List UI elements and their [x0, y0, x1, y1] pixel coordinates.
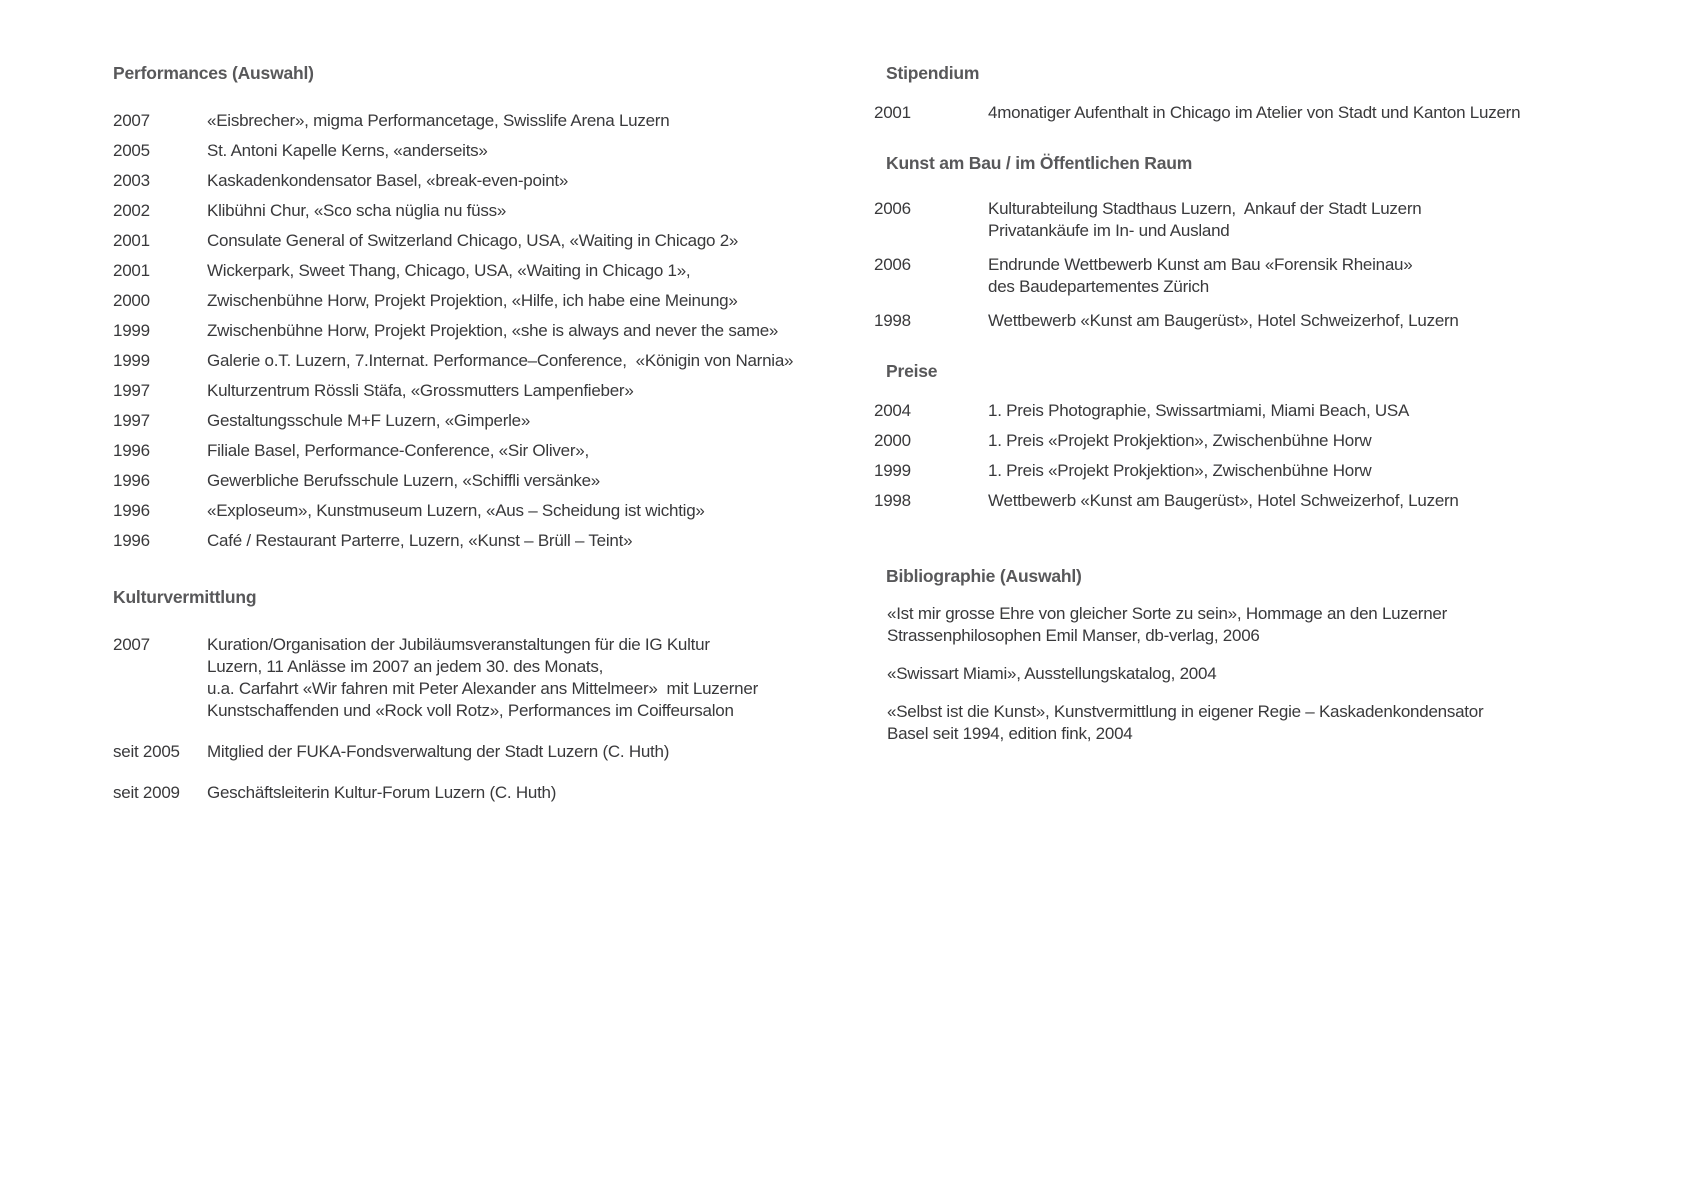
- description-line: Zwischenbühne Horw, Projekt Projektion, «she is always and never the same»: [207, 321, 779, 340]
- row-year-label: 2003: [113, 171, 150, 190]
- row-description: [207, 782, 858, 804]
- row-year-label: 1996: [113, 531, 150, 550]
- cv-row: [874, 254, 1669, 298]
- cv-row: [874, 310, 1669, 332]
- section-preise: [874, 360, 1669, 512]
- description-line: «Exploseum», Kunstmuseum Luzern, «Aus – Scheidung ist wichtig»: [207, 501, 705, 520]
- row-description: [207, 260, 858, 282]
- description-line: Klibühni Chur, «Sco scha nüglia nu füss»: [207, 201, 507, 220]
- description-line: 1. Preis «Projekt Prokjektion», Zwischenbühne Horw: [988, 461, 1372, 480]
- row-description: [207, 350, 858, 372]
- row-description: [207, 170, 858, 192]
- cv-row: [113, 634, 858, 722]
- cv-row: [874, 400, 1669, 422]
- paragraph-line: Basel seit 1994, edition fink, 2004: [887, 724, 1133, 743]
- row-year-label: 1996: [113, 471, 150, 490]
- description-line: Wettbewerb «Kunst am Baugerüst», Hotel Schweizerhof, Luzern: [988, 491, 1459, 510]
- description-line: 1. Preis Photographie, Swissartmiami, Miami Beach, USA: [988, 401, 1410, 420]
- section-heading: Performances (Auswahl): [113, 63, 314, 83]
- section-stipendium: [874, 62, 1669, 124]
- description-line: Kulturzentrum Rössli Stäfa, «Grossmutters Lampenfieber»: [207, 381, 634, 400]
- section-kulturvermittlung: [113, 586, 858, 804]
- row-year-label: 1999: [874, 461, 911, 480]
- description-line: Endrunde Wettbewerb Kunst am Bau «Forensik Rheinau»: [988, 255, 1413, 274]
- section-bibliographie-auswahl: [874, 565, 1669, 745]
- cv-row: [874, 490, 1669, 512]
- cv-row: [113, 380, 858, 402]
- row-description: [207, 200, 858, 222]
- section-heading: Preise: [886, 361, 938, 381]
- bibliography-paragraph: [887, 663, 1669, 685]
- section-heading: Kunst am Bau / im Öffentlichen Raum: [886, 153, 1193, 173]
- cv-row: [113, 260, 858, 282]
- paragraph-line: «Swissart Miami», Ausstellungskatalog, 2004: [887, 664, 1217, 683]
- row-year-label: 1996: [113, 501, 150, 520]
- section-performances-auswahl: [113, 62, 858, 552]
- left-column: [113, 62, 858, 823]
- cv-row: [874, 430, 1669, 452]
- description-line: Kaskadenkondensator Basel, «break-even-point»: [207, 171, 569, 190]
- description-line: 4monatiger Aufenthalt in Chicago im Atelier von Stadt und Kanton Luzern: [988, 103, 1521, 122]
- cv-row: [113, 530, 858, 552]
- description-line: Filiale Basel, Performance-Conference, «Sir Oliver»,: [207, 441, 589, 460]
- description-line: Wettbewerb «Kunst am Baugerüst», Hotel Schweizerhof, Luzern: [988, 311, 1459, 330]
- row-description: [988, 430, 1669, 452]
- paragraph-line: Strassenphilosophen Emil Manser, db-verlag, 2006: [887, 626, 1260, 645]
- cv-row: [113, 440, 858, 462]
- row-year-label: 1997: [113, 381, 150, 400]
- description-line: Mitglied der FUKA-Fondsverwaltung der Stadt Luzern (C. Huth): [207, 742, 670, 761]
- description-line: Kulturabteilung Stadthaus Luzern, Ankauf der Stadt Luzern: [988, 199, 1422, 218]
- description-line: Galerie o.T. Luzern, 7.Internat. Performance–Conference, «Königin von Narnia»: [207, 351, 794, 370]
- description-line: 1. Preis «Projekt Prokjektion», Zwischenbühne Horw: [988, 431, 1372, 450]
- row-description: [207, 110, 858, 132]
- row-year-label: 2002: [113, 201, 150, 220]
- cv-row: [113, 470, 858, 492]
- row-description: [988, 400, 1669, 422]
- cv-row: [113, 500, 858, 522]
- row-description: [207, 741, 858, 763]
- row-year-label: 2007: [113, 635, 150, 654]
- section-heading: Kulturvermittlung: [113, 587, 257, 607]
- row-year-label: 1999: [113, 351, 150, 370]
- cv-row: [874, 198, 1669, 242]
- row-description: [988, 254, 1669, 298]
- cv-row: [113, 741, 858, 763]
- cv-row: [113, 200, 858, 222]
- paragraph-line: «Ist mir grosse Ehre von gleicher Sorte zu sein», Hommage an den Luzerner: [887, 604, 1448, 623]
- row-year-label: 1999: [113, 321, 150, 340]
- row-description: [207, 500, 858, 522]
- row-year-label: 2005: [113, 141, 150, 160]
- row-year-label: 2001: [874, 103, 911, 122]
- cv-row: [113, 140, 858, 162]
- description-line: Kunstschaffenden und «Rock voll Rotz», Performances im Coiffeursalon: [207, 701, 734, 720]
- row-description: [207, 470, 858, 492]
- row-description: [988, 102, 1669, 124]
- row-description: [207, 320, 858, 342]
- description-line: Kuration/Organisation der Jubiläumsveranstaltungen für die IG Kultur: [207, 635, 710, 654]
- row-year-label: 2006: [874, 199, 911, 218]
- bibliography-paragraph: [887, 603, 1669, 647]
- section-heading: Stipendium: [886, 63, 980, 83]
- description-line: «Eisbrecher», migma Performancetage, Swisslife Arena Luzern: [207, 111, 670, 130]
- cv-row: [874, 102, 1669, 124]
- description-line: Zwischenbühne Horw, Projekt Projektion, «Hilfe, ich habe eine Meinung»: [207, 291, 738, 310]
- description-line: Consulate General of Switzerland Chicago, USA, «Waiting in Chicago 2»: [207, 231, 739, 250]
- description-line: Geschäftsleiterin Kultur-Forum Luzern (C. Huth): [207, 783, 557, 802]
- right-column: [874, 62, 1669, 761]
- row-year-label: 2007: [113, 111, 150, 130]
- row-year-label: 2000: [113, 291, 150, 310]
- row-description: [988, 198, 1669, 242]
- description-line: Café / Restaurant Parterre, Luzern, «Kunst – Brüll – Teint»: [207, 531, 633, 550]
- row-description: [207, 230, 858, 252]
- row-year-label: 2004: [874, 401, 911, 420]
- paragraph-line: «Selbst ist die Kunst», Kunstvermittlung in eigener Regie – Kaskadenkondensator: [887, 702, 1484, 721]
- cv-row: [113, 410, 858, 432]
- row-year-label: 1997: [113, 411, 150, 430]
- description-line: Gewerbliche Berufsschule Luzern, «Schiffli versänke»: [207, 471, 601, 490]
- row-description: [207, 530, 858, 552]
- cv-row: [113, 110, 858, 132]
- row-year-label: 2006: [874, 255, 911, 274]
- row-description: [988, 310, 1669, 332]
- row-year-label: 1998: [874, 491, 911, 510]
- description-line: Privatankäufe im In- und Ausland: [988, 221, 1230, 240]
- row-description: [207, 140, 858, 162]
- cv-row: [113, 230, 858, 252]
- cv-row: [113, 350, 858, 372]
- cv-row: [874, 460, 1669, 482]
- description-line: Gestaltungsschule M+F Luzern, «Gimperle»: [207, 411, 531, 430]
- row-year-label: seit 2009: [113, 783, 180, 802]
- section-heading: Bibliographie (Auswahl): [886, 566, 1082, 586]
- row-year-label: 1998: [874, 311, 911, 330]
- description-line: Wickerpark, Sweet Thang, Chicago, USA, «Waiting in Chicago 1»,: [207, 261, 691, 280]
- row-year-label: seit 2005: [113, 742, 180, 761]
- row-year-label: 2001: [113, 261, 150, 280]
- row-description: [207, 440, 858, 462]
- row-description: [207, 410, 858, 432]
- row-year-label: 2000: [874, 431, 911, 450]
- cv-row: [113, 290, 858, 312]
- bibliography-paragraph: [887, 701, 1669, 745]
- row-description: [207, 380, 858, 402]
- cv-row: [113, 170, 858, 192]
- description-line: u.a. Carfahrt «Wir fahren mit Peter Alexander ans Mittelmeer» mit Luzerner: [207, 679, 758, 698]
- row-description: [988, 460, 1669, 482]
- row-description: [207, 634, 858, 722]
- cv-row: [113, 320, 858, 342]
- row-year-label: 2001: [113, 231, 150, 250]
- row-description: [207, 290, 858, 312]
- description-line: St. Antoni Kapelle Kerns, «anderseits»: [207, 141, 488, 160]
- cv-row: [113, 782, 858, 804]
- row-year-label: 1996: [113, 441, 150, 460]
- section-kunst-am-bau-im-ffentlichen-raum: [874, 152, 1669, 332]
- description-line: des Baudepartementes Zürich: [988, 277, 1209, 296]
- description-line: Luzern, 11 Anlässe im 2007 an jedem 30. des Monats,: [207, 657, 604, 676]
- row-description: [988, 490, 1669, 512]
